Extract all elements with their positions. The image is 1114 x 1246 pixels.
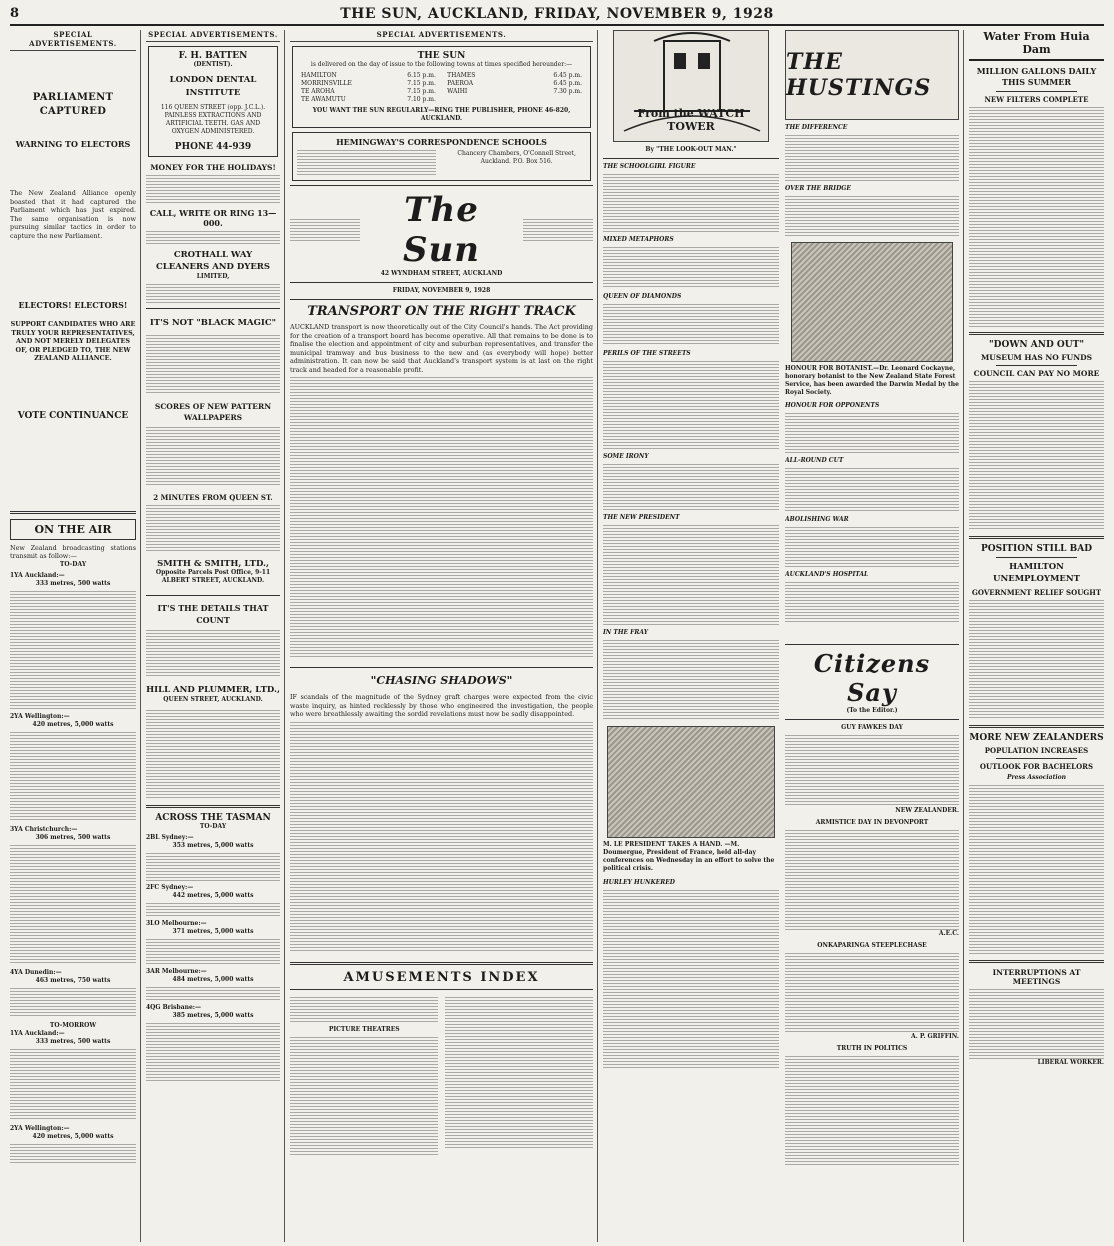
tomorrow-label: TO-MORROW bbox=[49, 1021, 97, 1029]
warning-body: The New Zealand Alliance openly boasted that it had captured the Parliament which has just expired. The same organisation is now pursuing similar tactics in order to capture the new Parliament. bbox=[10, 189, 136, 240]
subhead: THE SCHOOLGIRL FIGURE bbox=[603, 163, 696, 170]
subhead: ABOLISHING WAR bbox=[785, 516, 849, 523]
town-time: 7.15 p.m. bbox=[407, 88, 436, 95]
station-power: 442 metres, 5,000 watts bbox=[172, 892, 254, 899]
two-minutes-heading: 2 MINUTES FROM QUEEN ST. bbox=[153, 493, 273, 502]
sun-notice-foot: YOU WANT THE SUN REGULARLY—RING THE PUBLISHER, PHONE 46-820, AUCKLAND. bbox=[312, 107, 571, 122]
town-name: MORRINSVILLE bbox=[301, 80, 352, 87]
citizens-say-title: Citizens Say bbox=[813, 649, 931, 707]
town-time: 7.10 p.m. bbox=[407, 96, 436, 103]
hemingway-ad bbox=[292, 132, 591, 181]
dateline: FRIDAY, NOVEMBER 9, 1928 bbox=[392, 287, 491, 294]
watch-byline: By "THE LOOK-OUT MAN." bbox=[645, 146, 737, 153]
photo-caption: HONOUR FOR BOTANIST.—Dr. Leonard Cockayne, honorary botanist to the New Zealand State Forest Service, has been awarded the Darwin Medal by the Royal Society. bbox=[785, 365, 959, 396]
station-name: 2FC Sydney:— bbox=[146, 884, 194, 891]
subhead: THE NEW PRESIDENT bbox=[603, 514, 680, 521]
town-name: PAEROA bbox=[447, 80, 474, 87]
hill-plummer: HILL AND PLUMMER, LTD., bbox=[146, 685, 280, 695]
batten-address: 116 QUEEN STREET (opp. J.C.L.). PAINLESS EXTRACTIONS AND ARTIFICIAL TEETH. GAS AND OXYGEN ADMINISTERED. bbox=[160, 104, 266, 135]
station-power: 333 metres, 500 watts bbox=[35, 579, 111, 587]
down-and-out-headline: "DOWN AND OUT" bbox=[988, 340, 1085, 350]
amusements-index: AMUSEMENTS INDEX bbox=[343, 969, 540, 985]
station-name: 2BL Sydney:— bbox=[146, 834, 194, 841]
more-nz-headline: MORE NEW ZEALANDERS bbox=[969, 733, 1104, 743]
watch-tower-title: From the WATCH TOWER bbox=[637, 107, 745, 133]
batten-sub: (DENTIST). bbox=[193, 61, 233, 68]
subhead: AUCKLAND'S HOSPITAL bbox=[785, 571, 869, 578]
batten-dentist-ad bbox=[148, 46, 278, 157]
the-sun-logo: The Sun bbox=[403, 190, 480, 270]
column-watch-tower bbox=[603, 30, 779, 1070]
warning-headline: WARNING TO ELECTORS bbox=[15, 139, 131, 149]
on-air-intro: New Zealand broadcasting stations transmit as follow:— bbox=[10, 543, 136, 560]
huia-subhead-2: NEW FILTERS COMPLETE bbox=[984, 95, 1089, 104]
station-power: 371 metres, 5,000 watts bbox=[172, 928, 254, 935]
subhead: THE DIFFERENCE bbox=[785, 124, 848, 131]
citizens-say-sub: (To the Editor.) bbox=[846, 707, 898, 714]
station-name: 3LO Melbourne:— bbox=[146, 920, 207, 927]
sun-notice-body: is delivered on the day of issue to the following towns at times specified hereunder:— bbox=[310, 61, 573, 68]
council-subhead: COUNCIL CAN PAY NO MORE bbox=[973, 369, 1100, 378]
town-name: TE AROHA bbox=[301, 88, 335, 95]
subhead: OVER THE BRIDGE bbox=[785, 185, 851, 192]
town-time: 6.45 p.m. bbox=[553, 72, 582, 79]
station-name: 4YA Dunedin:— bbox=[10, 968, 62, 976]
cockayne-photo bbox=[791, 242, 953, 362]
liberal-worker-signature: LIBERAL WORKER. bbox=[1037, 1059, 1104, 1066]
letter-signature: A. P. GRIFFIN. bbox=[911, 1033, 959, 1040]
doumergue-photo bbox=[607, 726, 775, 838]
today-label: TO-DAY bbox=[59, 560, 87, 568]
column-special-ads-2 bbox=[146, 30, 280, 1083]
station-name: 3YA Christchurch:— bbox=[10, 825, 78, 833]
watch-tower-illustration bbox=[613, 30, 769, 142]
wallpapers-heading: SCORES OF NEW PATTERN WALLPAPERS bbox=[154, 402, 272, 422]
position-headline: POSITION STILL BAD bbox=[980, 544, 1092, 554]
page-number: 8 bbox=[10, 6, 20, 21]
column-special-ads-1 bbox=[10, 30, 136, 1164]
station-name: 2YA Wellington:— bbox=[10, 712, 70, 720]
subhead: SOME IRONY bbox=[603, 453, 649, 460]
subhead: HURLEY HUNKERED bbox=[603, 879, 675, 886]
picture-theatres: PICTURE THEATRES bbox=[328, 1025, 400, 1033]
town-name: WAIHI bbox=[447, 88, 468, 95]
govt-subhead: GOVERNMENT RELIEF SOUGHT bbox=[971, 588, 1102, 597]
editorial-headline: TRANSPORT ON THE RIGHT TRACK bbox=[307, 304, 576, 319]
smith-and-smith: SMITH & SMITH, LTD., bbox=[157, 559, 269, 569]
station-power: 484 metres, 5,000 watts bbox=[172, 976, 254, 983]
batten-institute: LONDON DENTAL INSTITUTE bbox=[169, 75, 257, 98]
editorial-body: AUCKLAND transport is now theoretically out of the City Council's hands. The Act providing for the creation of a transport board has become operative. All that remains to be done is to finalise the election and appointment of city and suburban representatives, and transfer the municipal tramway and bus business to the new and (as everybody will hope) better administration. It can now be said that Auckland's transport system is at last on the right track and headed for a reasonable profit. bbox=[290, 323, 593, 374]
huia-headline: Water From Huia Dam bbox=[969, 30, 1104, 61]
station-name: 1YA Auckland:— bbox=[10, 571, 65, 579]
hustings-illustration bbox=[785, 30, 959, 120]
hemingway-title: HEMINGWAY'S CORRESPONDENCE SCHOOLS bbox=[336, 137, 547, 147]
station-name: 1YA Auckland:— bbox=[10, 1029, 65, 1037]
column-editorial bbox=[290, 30, 593, 1157]
station-name: 4QG Brisbane:— bbox=[146, 1004, 201, 1011]
town-time: 6.15 p.m. bbox=[407, 72, 436, 79]
section-label: SPECIAL ADVERTISEMENTS. bbox=[290, 30, 593, 42]
town-time: 7.15 p.m. bbox=[407, 80, 436, 87]
station-power: 385 metres, 5,000 watts bbox=[172, 1012, 254, 1019]
station-power: 353 metres, 5,000 watts bbox=[172, 842, 254, 849]
electors-headline: ELECTORS! ELECTORS! bbox=[18, 300, 128, 310]
letter-title: ONKAPARINGA STEEPLECHASE bbox=[817, 942, 927, 949]
vote-continuance: VOTE CONTINUANCE bbox=[17, 410, 129, 421]
museum-subhead: MUSEUM HAS NO FUNDS bbox=[980, 353, 1092, 362]
batten-name: F. H. BATTEN bbox=[178, 51, 248, 61]
hemingway-address: Chancery Chambers, O'Connell Street, Auckland. P.O. Box 516. bbox=[457, 150, 576, 165]
population-subhead: POPULATION INCREASES bbox=[984, 746, 1089, 755]
subhead: QUEEN OF DIAMONDS bbox=[603, 293, 682, 300]
station-power: 333 metres, 500 watts bbox=[35, 1037, 111, 1045]
station-power: 306 metres, 500 watts bbox=[35, 833, 111, 841]
interruptions-headline: INTERRUPTIONS AT MEETINGS bbox=[992, 968, 1081, 986]
subhead: HONOUR FOR OPPONENTS bbox=[785, 402, 880, 409]
citizens-say-section bbox=[785, 640, 959, 1240]
sun-notice-title: THE SUN bbox=[417, 51, 466, 61]
on-the-air-headline: ON THE AIR bbox=[10, 519, 136, 540]
station-name: 2YA Wellington:— bbox=[10, 1124, 70, 1132]
logo-address: 42 WYNDHAM STREET, AUCKLAND bbox=[380, 270, 503, 277]
bachelors-subhead: OUTLOOK FOR BACHELORS bbox=[979, 762, 1094, 771]
hamilton-headline: HAMILTON UNEMPLOYMENT bbox=[993, 562, 1080, 584]
huia-subhead: MILLION GALLONS DAILY THIS SUMMER bbox=[976, 66, 1097, 87]
hill-address: QUEEN STREET, AUCKLAND. bbox=[163, 696, 263, 703]
batten-phone: PHONE 44-939 bbox=[174, 142, 252, 152]
newspaper-title: THE SUN, AUCKLAND, FRIDAY, NOVEMBER 9, 1928 bbox=[340, 6, 774, 22]
smith-address: Opposite Parcels Post Office, 9-11 ALBERT STREET, AUCKLAND. bbox=[155, 569, 271, 584]
details-heading: IT'S THE DETAILS THAT COUNT bbox=[157, 603, 269, 625]
subhead: MIXED METAPHORS bbox=[603, 236, 674, 243]
section-label: SPECIAL ADVERTISEMENTS. bbox=[146, 30, 280, 42]
black-magic-ad: IT'S NOT "BLACK MAGIC" bbox=[149, 318, 277, 328]
station-power: 463 metres, 750 watts bbox=[35, 976, 111, 984]
letter-signature: NEW ZEALANDER. bbox=[895, 807, 959, 814]
today-label: TO-DAY bbox=[199, 823, 227, 830]
column-news bbox=[969, 30, 1104, 1067]
station-power: 420 metres, 5,000 watts bbox=[32, 720, 114, 728]
sun-delivery-notice bbox=[292, 46, 591, 128]
press-association: Press Association bbox=[1007, 774, 1066, 781]
photo-caption: M. LE PRESIDENT TAKES A HAND. —M. Doumergue, President of France, held all-day conferences on Wednesday in an effort to solve the political crisis. bbox=[603, 841, 775, 872]
station-power: 420 metres, 5,000 watts bbox=[32, 1132, 114, 1140]
column-rule bbox=[284, 30, 285, 1242]
crothall-limited: LIMITED, bbox=[196, 273, 230, 280]
column-hustings-a bbox=[785, 30, 959, 650]
station-name: 3AR Melbourne:— bbox=[146, 968, 207, 975]
letter-signature: A.E.C. bbox=[938, 930, 959, 937]
subhead: PERILS OF THE STREETS bbox=[603, 350, 691, 357]
money-holidays: MONEY FOR THE HOLIDAYS! bbox=[150, 163, 276, 172]
town-time: 6.45 p.m. bbox=[553, 80, 582, 87]
electors-body: SUPPORT CANDIDATES WHO ARE TRULY YOUR REPRESENTATIVES, AND NOT MERELY DELEGATES OF, OR PLEDGED TO, THE NEW ZEALAND ALLIANCE. bbox=[10, 320, 136, 362]
town-name: THAMES bbox=[447, 72, 476, 79]
column-rule bbox=[597, 30, 598, 1242]
call-write-ring: CALL, WRITE OR RING 13—000. bbox=[149, 208, 277, 228]
masthead bbox=[10, 4, 1104, 26]
town-time: 7.30 p.m. bbox=[553, 88, 582, 95]
across-tasman: ACROSS THE TASMAN bbox=[155, 813, 271, 823]
subhead: ALL-ROUND CUT bbox=[785, 457, 844, 464]
parliament-captured-headline: PARLIAMENT CAPTURED bbox=[32, 92, 114, 117]
column-rule bbox=[963, 30, 964, 1242]
town-name: TE AWAMUTU bbox=[301, 96, 346, 103]
letter-title: GUY FAWKES DAY bbox=[841, 724, 903, 731]
subhead: IN THE FRAY bbox=[603, 629, 649, 636]
letter-title: ARMISTICE DAY IN DEVONPORT bbox=[815, 819, 929, 826]
chasing-shadows-headline: "CHASING SHADOWS" bbox=[370, 674, 513, 687]
section-label: SPECIAL ADVERTISEMENTS. bbox=[10, 30, 136, 51]
chasing-shadows-body: IF scandals of the magnitude of the Sydney graft charges were expected from the civic waste inquiry, as hinted recklessly by those who engineered the investigation, the people who were breathlessly awaiting the sordid revelations must now be sadly disappointed. bbox=[290, 693, 593, 718]
town-name: HAMILTON bbox=[301, 72, 337, 79]
crothall-ad: CROTHALL WAY CLEANERS AND DYERS bbox=[155, 250, 271, 272]
hustings-title: THE HUSTINGS bbox=[786, 49, 932, 101]
letter-title: TRUTH IN POLITICS bbox=[836, 1045, 908, 1052]
column-rule bbox=[140, 30, 141, 1242]
